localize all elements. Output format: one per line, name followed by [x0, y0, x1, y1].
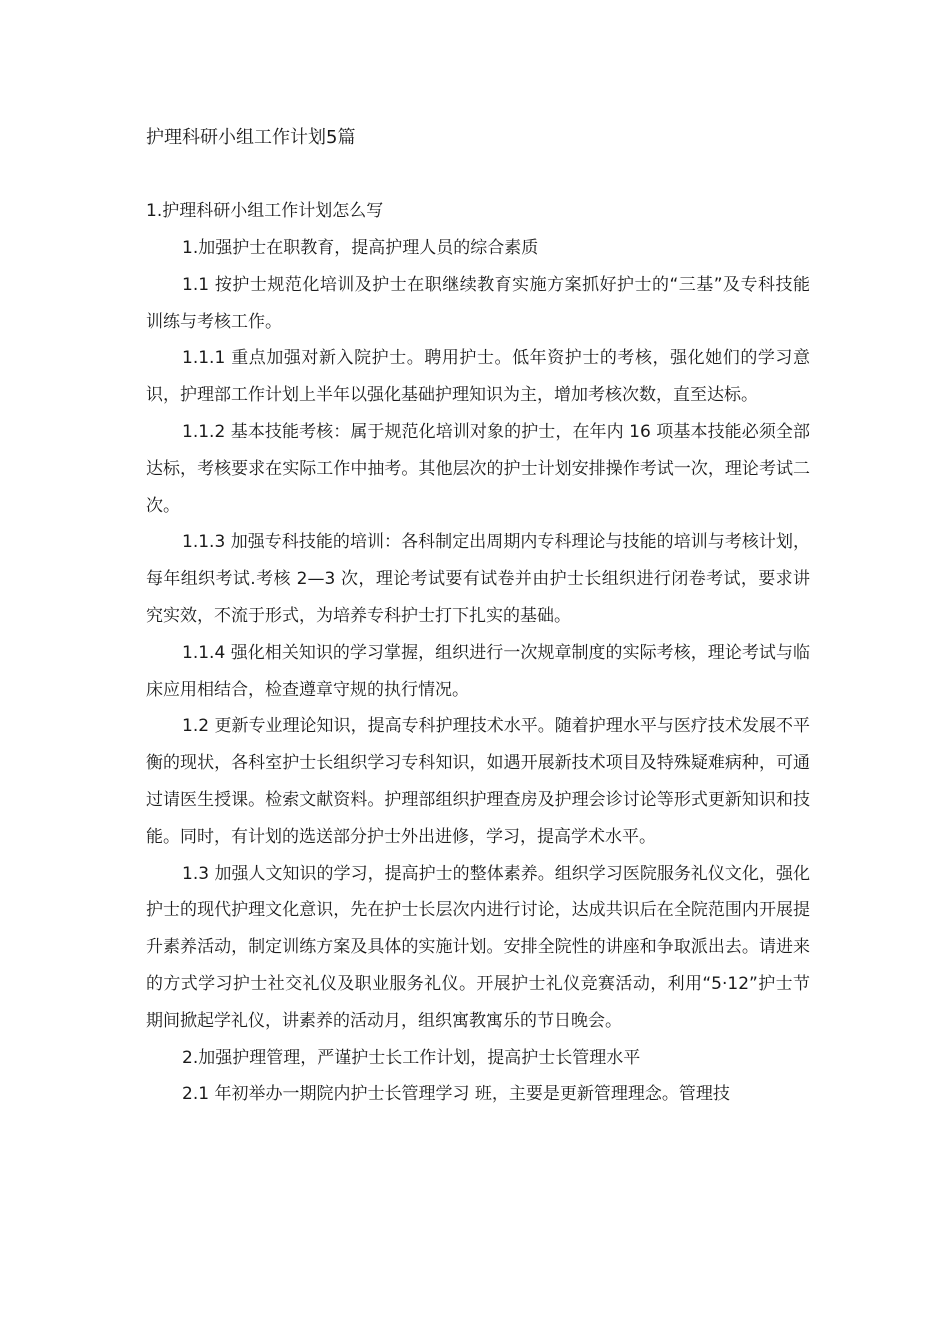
paragraph-1-1-3: 1.1.3 加强专科技能的培训：各科制定出周期内专科理论与技能的培训与考核计划，每年组织考试.考核 2—3 次，理论考试要有试卷并由护士长组织进行闭卷考试，要求讲究实效，不流于形式，为培养专科护士打下扎实的基础。 [146, 532, 810, 626]
paragraph-1-1-1: 1.1.1 重点加强对新入院护士。聘用护士。低年资护士的考核，强化她们的学习意识，护理部工作计划上半年以强化基础护理知识为主，增加考核次数，直至达标。 [146, 348, 810, 406]
paragraph-1-1-4: 1.1.4 强化相关知识的学习掌握，组织进行一次规章制度的实际考核，理论考试与临床应用相结合，检查遵章守规的执行情况。 [146, 642, 810, 700]
paragraph-1: 1.加强护士在职教育，提高护理人员的综合素质 [182, 238, 539, 258]
document-title: 护理科研小组工作计划5篇 [146, 127, 356, 148]
section-heading: 1.护理科研小组工作计划怎么写 [146, 201, 384, 221]
paragraph-2: 2.加强护理管理，严谨护士长工作计划，提高护士长管理水平 [182, 1047, 641, 1068]
paragraph-2-1: 2.1 年初举办一期院内护士长管理学习 班，主要是更新管理理念。管理技 [182, 1084, 730, 1105]
paragraph-1-1-2: 1.1.2 基本技能考核：属于规范化培训对象的护士，在年内 16 项基本技能必须全部达标，考核要求在实际工作中抽考。其他层次的护士计划安排操作考试一次，理论考试二次。 [146, 421, 810, 516]
paragraph-1-1: 1.1 按护士规范化培训及护士在职继续教育实施方案抓好护士的“三基”及专科技能训练与考核工作。 [146, 274, 810, 332]
paragraph-1-3: 1.3 加强人文知识的学习，提高护士的整体素养。组织学习医院服务礼仪文化，强化护士的现代护理文化意识，先在护士长层次内进行讨论，达成共识后在全院范围内开展提升素养活动，制定训练方案及具体的实施计划。安排全院性的讲座和争取派出去。请进来的方式学习护士社交礼仪及职业服务礼仪。开展护士礼仪竞赛活动，利用“5·12”护士节期间掀起学礼仪，讲素养的活动月，组织寓教寓乐的节日晚会。 [146, 863, 810, 1031]
document-body [146, 230, 810, 1113]
paragraph-1-2: 1.2 更新专业理论知识，提高专科护理技术水平。随着护理水平与医疗技术发展不平衡的现状，各科室护士长组织学习专科知识，如遇开展新技术项目及特殊疑难病种，可通过请医生授课。检索文献资料。护理部组织护理查房及护理会诊讨论等形式更新知识和技能。同时，有计划的选送部分护士外出进修，学习，提高学术水平。 [146, 716, 810, 847]
